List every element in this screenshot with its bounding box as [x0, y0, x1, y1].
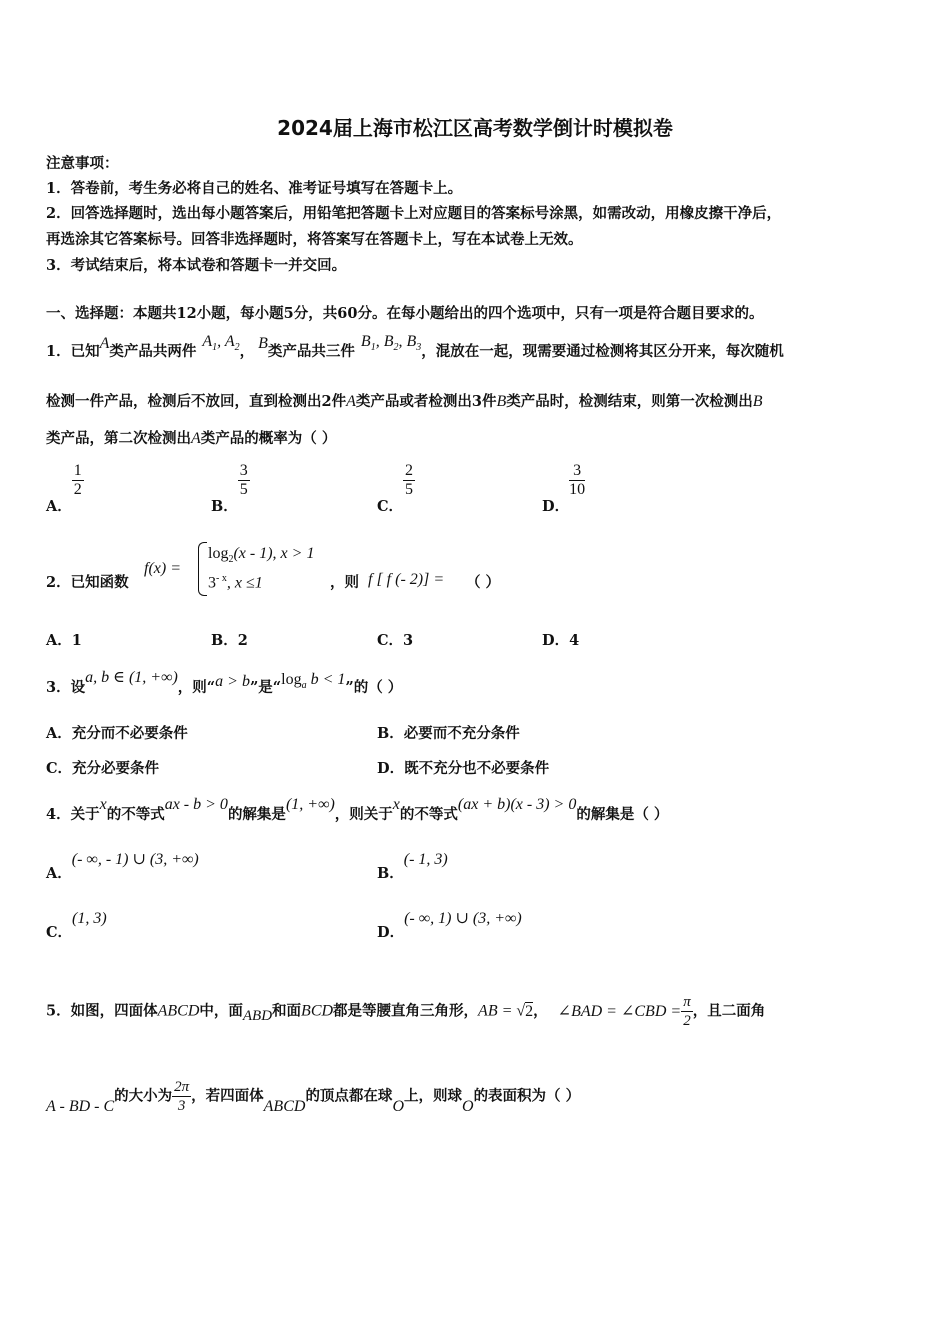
q2-brace [198, 542, 207, 596]
q2-option-d[interactable]: D．4 [542, 632, 580, 649]
question-5-line-1: 5．如图，四面体ABCD中，面ABD和面BCD都是等腰直角三角形，AB = √2， ∠BAD = ∠CBD = $\frac{\pi}{2}$ ，且二面角 [46, 994, 766, 1029]
question-1-line-1: 1．已知A类产品共两件$A_1$, $A_2$， B类产品共三件$B_1$, $B_2$, $B_3$，混放在一起，现需要通过检测将其区分开来，每次随机 [46, 333, 784, 360]
q2-option-a[interactable]: A．1 [46, 632, 82, 649]
question-3: 3．设a, b ∈ (1, +∞)，则“a > b”是“$\log_a$ b < 1”的（ ） [46, 669, 403, 696]
q4-option-c[interactable]: C．(1, 3) [46, 910, 107, 941]
q3-option-d[interactable]: D．既不充分也不必要条件 [377, 760, 550, 777]
question-5-line-2: A - BD - C的大小为 $\frac{2\pi}{3}$ ，若四面体ABCD的顶点都在球O上，则球O的表面积为（ ） [46, 1079, 581, 1115]
q1-option-d[interactable]: D． $\frac{3}{10}$ [542, 462, 586, 515]
question-1-line-3: 类产品，第二次检测出A类产品的概率为（ ） [46, 430, 337, 447]
q3-option-b[interactable]: B．必要而不充分条件 [377, 725, 520, 742]
q2-then: ，则 [330, 574, 359, 591]
q2-case-1: $\log_2(x - 1)$, x > 1 [208, 545, 315, 566]
q2-option-c[interactable]: C．3 [377, 632, 414, 649]
notice-item: 2．回答选择题时，选出每小题答案后，用铅笔把答题卡上对应题目的答案标号涂黑，如需改动，用橡皮擦干净后， [46, 205, 782, 222]
q2-expression: f [ f (- 2)] = [368, 571, 445, 588]
notice-heading: 注意事项： [46, 155, 119, 172]
q2-option-b[interactable]: B．2 [211, 632, 248, 649]
q1-option-c[interactable]: C． $\frac{2}{5}$ [377, 462, 414, 515]
q2-case-2: $3^{- x}$, x ≤1 [208, 573, 263, 592]
q3-option-a[interactable]: A．充分而不必要条件 [46, 725, 188, 742]
q1-option-a[interactable]: A． $\frac{1}{2}$ [46, 462, 82, 515]
question-1-line-2: 检测一件产品，检测后不放回，直到检测出2件A类产品或者检测出3件B类产品时，检测结束，则第一次检测出B [46, 393, 763, 410]
page-title: 2024届上海市松江区高考数学倒计时模拟卷 [277, 116, 673, 140]
notice-item: 1．答卷前，考生务必将自己的姓名、准考证号填写在答题卡上。 [46, 180, 463, 197]
q4-option-d[interactable]: D．(- ∞, 1) ∪ (3, +∞) [377, 910, 522, 941]
q2-function: f(x) = [144, 560, 181, 577]
q4-option-b[interactable]: B．(- 1, 3) [377, 851, 448, 882]
question-2-prefix: 2．已知函数 [46, 574, 129, 591]
q1-option-b[interactable]: B． $\frac{3}{5}$ [211, 462, 248, 515]
notice-item: 再选涂其它答案标号。回答非选择题时，将答案写在答题卡上，写在本试卷上无效。 [46, 231, 583, 248]
q3-option-c[interactable]: C．充分必要条件 [46, 760, 160, 777]
question-4: 4．关于x的不等式ax - b > 0的解集是(1, +∞)，则关于x的不等式(ax + b)(x - 3) > 0的解集是（ ） [46, 796, 669, 823]
section-heading: 一、选择题：本题共12小题，每小题5分，共60分。在每小题给出的四个选项中，只有一项是符合题目要求的。 [46, 305, 764, 322]
q2-blank: （ ） [466, 574, 501, 591]
q4-option-a[interactable]: A．(- ∞, - 1) ∪ (3, +∞) [46, 851, 199, 882]
notice-item: 3．考试结束后，将本试卷和答题卡一并交回。 [46, 257, 347, 274]
